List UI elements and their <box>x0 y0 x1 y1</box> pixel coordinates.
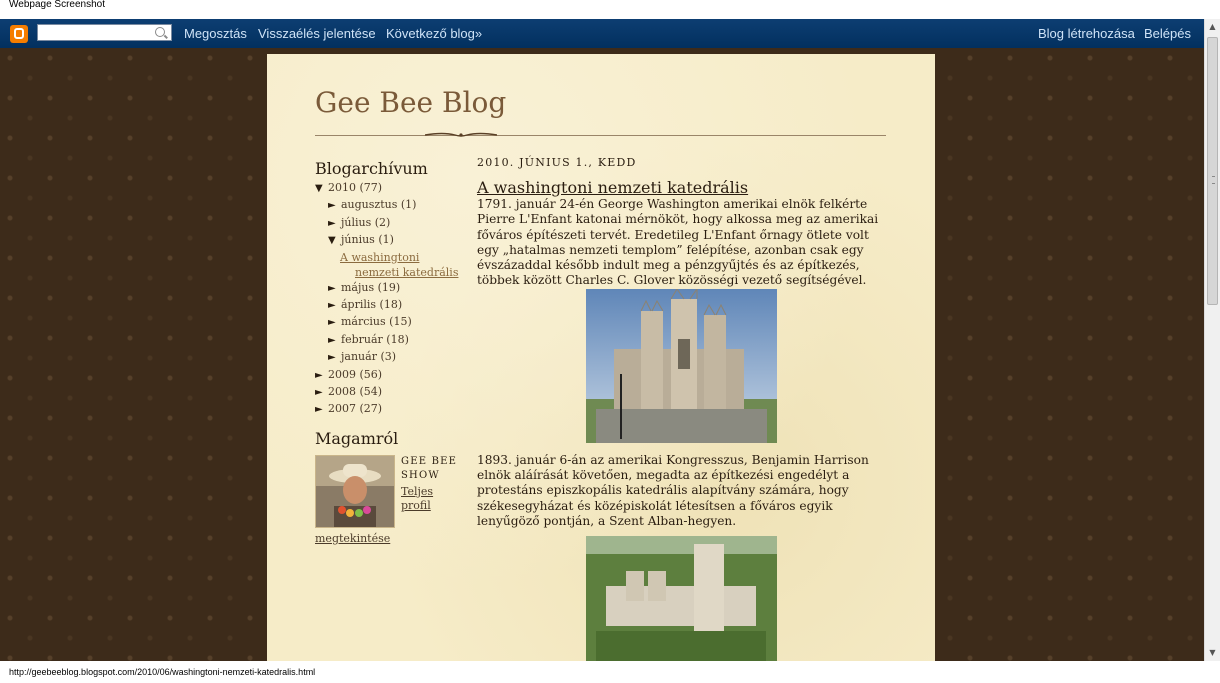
archive-month[interactable] <box>315 314 465 331</box>
profile-link-line[interactable]: Teljes <box>401 484 434 498</box>
archive-year-label[interactable]: 2010 (77) <box>328 181 383 194</box>
archive-month[interactable] <box>315 332 465 349</box>
archive-month[interactable] <box>315 349 465 366</box>
collapse-triangle-icon[interactable]: ▼ <box>315 183 323 194</box>
scroll-thumb[interactable] <box>1207 37 1218 305</box>
profile-link-line[interactable]: profil <box>401 498 431 512</box>
archive-year-2007[interactable] <box>315 401 465 418</box>
archive-year-2008[interactable] <box>315 384 465 401</box>
sign-in-link[interactable]: Belépés <box>1144 26 1191 41</box>
expand-triangle-icon[interactable]: ► <box>328 282 336 294</box>
expand-triangle-icon[interactable]: ► <box>328 200 336 212</box>
sidebar <box>315 159 465 545</box>
profile-name-line[interactable]: GEE BEE <box>401 455 458 467</box>
full-profile-link-tail[interactable]: megtekintése <box>315 531 391 545</box>
avatar[interactable] <box>315 455 395 528</box>
archive-post-link-text[interactable]: A washingtoni <box>340 250 420 264</box>
post <box>477 156 887 661</box>
full-profile-link[interactable] <box>401 485 433 513</box>
grip-icon <box>1212 176 1215 184</box>
expand-triangle-icon[interactable]: ► <box>328 352 336 364</box>
blog-content <box>267 54 935 661</box>
archive-month-label[interactable]: április (18) <box>341 298 403 312</box>
window-caption: Webpage Screenshot <box>0 0 1220 18</box>
archive-month-label[interactable]: augusztus (1) <box>341 198 417 212</box>
about-heading: Magamról <box>315 428 399 448</box>
archive-list <box>315 180 465 419</box>
search-icon[interactable] <box>155 27 165 37</box>
archive-year-2009[interactable] <box>315 367 465 384</box>
search-input[interactable] <box>37 24 172 41</box>
archive-year-2010[interactable] <box>315 180 465 197</box>
archive-month-label[interactable]: június (1) <box>341 233 394 247</box>
post-paragraph: 1791. január 24-én George Washington amerikai elnök felkérte Pierre L'Enfant katonai mérnököt, hogy alkossa meg az amerikai főváros építészeti tervét. Eredetileg L'Enfant őrnagy ötlete volt egy „hatalmas nemzeti templom” felépítése, azonban csak egy évszázaddal később indult meg a pénzgyűjtés és az építkezés, többek között Charles C. Glover közösségi vezető segítségével. <box>477 197 879 288</box>
archive-month-label[interactable]: március (15) <box>341 315 412 329</box>
archive-month[interactable] <box>315 280 465 297</box>
archive-month-label[interactable]: február (18) <box>341 332 409 346</box>
profile-name[interactable] <box>401 455 461 483</box>
archive-post-link-text[interactable]: nemzeti katedrális <box>355 265 459 279</box>
archive-year-label[interactable]: 2009 (56) <box>328 367 383 381</box>
blogger-logo-icon[interactable] <box>10 25 28 43</box>
about-section <box>315 428 465 545</box>
page-background <box>0 48 1204 661</box>
share-link[interactable]: Megosztás <box>184 26 247 41</box>
divider-ornament-icon <box>425 132 497 138</box>
post-date: 2010. JÚNIUS 1., KEDD <box>477 156 637 169</box>
archive-year-label[interactable]: 2007 (27) <box>328 402 383 416</box>
archive-year-label[interactable]: 2008 (54) <box>328 385 383 399</box>
expand-triangle-icon[interactable]: ► <box>315 404 323 416</box>
archive-month[interactable] <box>315 215 465 232</box>
avatar-photo <box>316 456 394 527</box>
header-divider <box>315 135 886 136</box>
archive-month[interactable] <box>315 297 465 314</box>
blog-title[interactable]: Gee Bee Blog <box>315 86 507 119</box>
post-paragraph: 1893. január 6-án az amerikai Kongresszus, Benjamin Harrison elnök aláírását követően, megadta az építkezési engedélyt a protestáns episzkopális katedrális alapítvány számára, hogy székesegyházat és középiskolát létesítsen a főváros egyik lenyűgöző pontján, a Szent Alban-hegyen. <box>477 452 869 528</box>
blogger-navbar <box>0 19 1204 48</box>
expand-triangle-icon[interactable]: ► <box>328 300 336 312</box>
archive-month[interactable] <box>315 197 465 214</box>
archive-month-label[interactable]: május (19) <box>341 280 401 294</box>
collapse-triangle-icon[interactable]: ▼ <box>328 235 336 247</box>
post-title[interactable]: A washingtoni nemzeti katedrális <box>477 178 749 197</box>
create-blog-link[interactable]: Blog létrehozása <box>1038 26 1135 41</box>
cathedral-photo-1[interactable] <box>586 289 777 443</box>
expand-triangle-icon[interactable]: ► <box>315 369 323 381</box>
cathedral-photo-2[interactable] <box>586 536 777 661</box>
expand-triangle-icon[interactable]: ► <box>328 317 336 329</box>
archive-heading: Blogarchívum <box>315 159 428 178</box>
profile-name-line[interactable]: SHOW <box>401 469 440 481</box>
archive-post-link[interactable] <box>315 265 465 280</box>
expand-triangle-icon[interactable]: ► <box>328 334 336 346</box>
scroll-down-icon[interactable]: ▼ <box>1209 648 1216 657</box>
status-bar-url: http://geebeeblog.blogspot.com/2010/06/washingtoni-nemzeti-katedralis.html <box>0 661 1220 681</box>
expand-triangle-icon[interactable]: ► <box>328 217 336 229</box>
report-abuse-link[interactable]: Visszaélés jelentése <box>258 26 376 41</box>
vertical-scrollbar[interactable] <box>1204 19 1220 661</box>
archive-month-label[interactable]: január (3) <box>341 350 397 364</box>
archive-post-link[interactable] <box>315 250 465 265</box>
next-blog-link[interactable]: Következő blog» <box>386 26 483 41</box>
scroll-up-icon[interactable]: ▲ <box>1209 22 1216 31</box>
archive-month-label[interactable]: július (2) <box>341 215 391 229</box>
expand-triangle-icon[interactable]: ► <box>315 387 323 399</box>
archive-month[interactable] <box>315 232 465 249</box>
